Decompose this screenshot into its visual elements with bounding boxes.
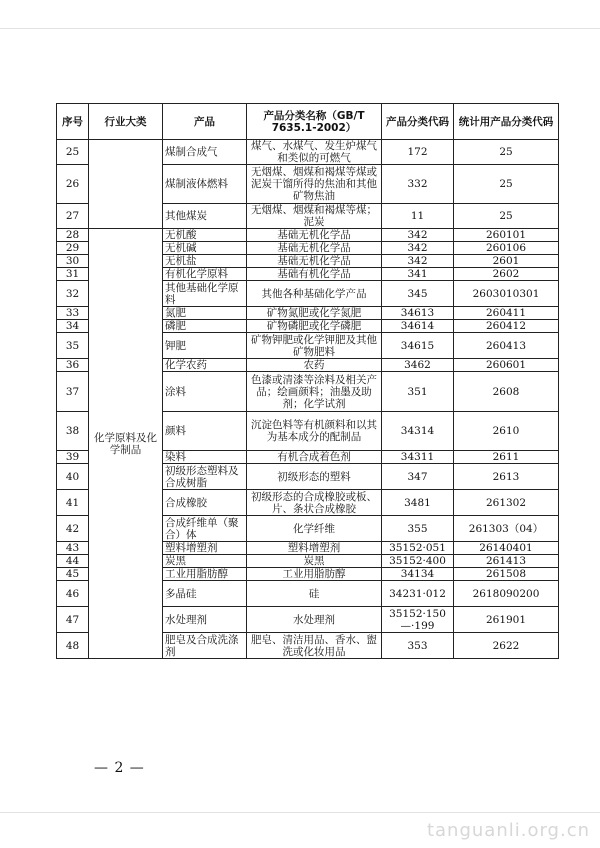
row-stat-code: 261508	[454, 568, 559, 581]
row-num: 48	[57, 633, 89, 659]
row-class-name: 炭黑	[247, 555, 382, 568]
row-num: 31	[57, 268, 89, 281]
row-product: 磷肥	[163, 320, 247, 333]
row-class-code: 342	[382, 255, 454, 268]
row-stat-code: 261303（04）	[454, 516, 559, 542]
row-class-name: 水处理剂	[247, 607, 382, 633]
page-top-rule	[0, 28, 600, 29]
row-class-code: 345	[382, 281, 454, 307]
row-class-name: 初级形态的塑料	[247, 464, 382, 490]
row-class-name: 基础无机化学品	[247, 255, 382, 268]
row-num: 44	[57, 555, 89, 568]
row-class-name: 色漆或清漆等涂料及相关产品；绘画颜料；油墨及助剂；化学试剂	[247, 372, 382, 412]
row-stat-code: 25	[454, 140, 559, 165]
row-stat-code: 261413	[454, 555, 559, 568]
row-stat-code: 260601	[454, 359, 559, 372]
row-num: 40	[57, 464, 89, 490]
row-class-name: 化学纤维	[247, 516, 382, 542]
row-num: 42	[57, 516, 89, 542]
row-class-code: 34614	[382, 320, 454, 333]
row-class-code: 332	[382, 165, 454, 204]
header-class-code: 产品分类代码	[382, 104, 454, 140]
table-header-row	[57, 104, 559, 140]
row-stat-code: 2613	[454, 464, 559, 490]
row-class-code: 342	[382, 242, 454, 255]
header-num: 序号	[57, 104, 89, 140]
product-classification-table	[56, 103, 559, 659]
row-class-name: 煤气、水煤气、发生炉煤气和类似的可燃气	[247, 140, 382, 165]
row-class-name: 基础无机化学品	[247, 242, 382, 255]
row-product: 炭黑	[163, 555, 247, 568]
row-class-code: 34314	[382, 412, 454, 451]
row-num: 27	[57, 204, 89, 229]
header-class-name: 产品分类名称（GB/T 7635.1-2002）	[247, 104, 382, 140]
row-stat-code: 25	[454, 165, 559, 204]
row-class-name: 基础有机化学品	[247, 268, 382, 281]
row-num: 29	[57, 242, 89, 255]
row-class-code: 34134	[382, 568, 454, 581]
row-num: 36	[57, 359, 89, 372]
row-stat-code: 2610	[454, 412, 559, 451]
site-watermark: tanguanli.org.cn	[426, 820, 590, 841]
row-class-name: 初级形态的合成橡胶或板、片、条状合成橡胶	[247, 490, 382, 516]
table-row	[57, 140, 559, 165]
row-product: 其他煤炭	[163, 204, 247, 229]
row-class-code: 34613	[382, 307, 454, 320]
row-product: 合成橡胶	[163, 490, 247, 516]
row-product: 煤制合成气	[163, 140, 247, 165]
row-class-code: 341	[382, 268, 454, 281]
row-class-name: 农药	[247, 359, 382, 372]
row-num: 37	[57, 372, 89, 412]
row-product: 无机酸	[163, 229, 247, 242]
row-num: 26	[57, 165, 89, 204]
row-stat-code: 2622	[454, 633, 559, 659]
row-class-code: 34311	[382, 451, 454, 464]
row-num: 45	[57, 568, 89, 581]
table-row	[57, 229, 559, 242]
row-class-name: 无烟煤、烟煤和褐煤等煤；泥炭	[247, 204, 382, 229]
row-num: 39	[57, 451, 89, 464]
row-product: 合成纤维单（聚合）体	[163, 516, 247, 542]
row-stat-code: 25	[454, 204, 559, 229]
row-num: 41	[57, 490, 89, 516]
row-product: 工业用脂肪醇	[163, 568, 247, 581]
row-product: 多晶硅	[163, 581, 247, 607]
header-product: 产品	[163, 104, 247, 140]
row-num: 35	[57, 333, 89, 359]
row-class-name: 矿物磷肥或化学磷肥	[247, 320, 382, 333]
row-num: 28	[57, 229, 89, 242]
row-class-name: 工业用脂肪醇	[247, 568, 382, 581]
row-num: 38	[57, 412, 89, 451]
row-class-code: 351	[382, 372, 454, 412]
row-stat-code: 260411	[454, 307, 559, 320]
row-class-code: 342	[382, 229, 454, 242]
row-class-code: 3462	[382, 359, 454, 372]
row-product: 染料	[163, 451, 247, 464]
row-stat-code: 260412	[454, 320, 559, 333]
row-stat-code: 2603010301	[454, 281, 559, 307]
page-number: — 2 —	[94, 760, 145, 776]
row-product: 无机盐	[163, 255, 247, 268]
row-class-name: 无烟煤、烟煤和褐煤等煤或泥炭干馏所得的焦油和其他矿物焦油	[247, 165, 382, 204]
header-stat-code: 统计用产品分类代码	[454, 104, 559, 140]
row-stat-code: 2602	[454, 268, 559, 281]
row-class-code: 34231·012	[382, 581, 454, 607]
row-product: 化学农药	[163, 359, 247, 372]
row-stat-code: 260106	[454, 242, 559, 255]
header-category: 行业大类	[89, 104, 163, 140]
row-stat-code: 261302	[454, 490, 559, 516]
row-class-code: 172	[382, 140, 454, 165]
row-num: 30	[57, 255, 89, 268]
row-product: 有机化学原料	[163, 268, 247, 281]
row-class-name: 肥皂、清洁用品、香水、盥洗或化妆用品	[247, 633, 382, 659]
row-num: 34	[57, 320, 89, 333]
row-class-code: 35152·051	[382, 542, 454, 555]
row-class-name: 矿物氮肥或化学氮肥	[247, 307, 382, 320]
row-product: 氮肥	[163, 307, 247, 320]
row-class-code: 353	[382, 633, 454, 659]
row-stat-code: 26140401	[454, 542, 559, 555]
row-class-code: 347	[382, 464, 454, 490]
row-num: 43	[57, 542, 89, 555]
row-class-code: 35152·400	[382, 555, 454, 568]
row-product: 肥皂及合成洗涤剂	[163, 633, 247, 659]
row-num: 47	[57, 607, 89, 633]
row-product: 初级形态塑料及合成树脂	[163, 464, 247, 490]
row-class-code: 11	[382, 204, 454, 229]
row-stat-code: 2601	[454, 255, 559, 268]
row-stat-code: 261901	[454, 607, 559, 633]
row-num: 32	[57, 281, 89, 307]
page-bottom-rule	[0, 812, 600, 813]
row-class-name: 有机合成着色剂	[247, 451, 382, 464]
row-product: 钾肥	[163, 333, 247, 359]
row-num: 25	[57, 140, 89, 165]
row-class-code: 3481	[382, 490, 454, 516]
row-class-code: 34615	[382, 333, 454, 359]
category-cell-empty	[89, 140, 163, 229]
row-stat-code: 260101	[454, 229, 559, 242]
row-product: 无机碱	[163, 242, 247, 255]
row-class-name: 塑料增塑剂	[247, 542, 382, 555]
row-stat-code: 260413	[454, 333, 559, 359]
row-class-code: 35152·150—·199	[382, 607, 454, 633]
row-product: 煤制液体燃料	[163, 165, 247, 204]
row-class-code: 355	[382, 516, 454, 542]
row-product: 塑料增塑剂	[163, 542, 247, 555]
row-num: 33	[57, 307, 89, 320]
row-class-name: 基础无机化学品	[247, 229, 382, 242]
row-product: 水处理剂	[163, 607, 247, 633]
row-class-name: 硅	[247, 581, 382, 607]
row-stat-code: 2611	[454, 451, 559, 464]
row-product: 涂料	[163, 372, 247, 412]
row-num: 46	[57, 581, 89, 607]
row-class-name: 其他各种基础化学产品	[247, 281, 382, 307]
row-class-name: 沉淀色料等有机颜料和以其为基本成分的配制品	[247, 412, 382, 451]
row-stat-code: 2608	[454, 372, 559, 412]
row-stat-code: 2618090200	[454, 581, 559, 607]
category-cell: 化学原料及化学制品	[89, 229, 163, 659]
row-product: 其他基础化学原料	[163, 281, 247, 307]
row-product: 颜料	[163, 412, 247, 451]
row-class-name: 矿物钾肥或化学钾肥及其他矿物肥料	[247, 333, 382, 359]
